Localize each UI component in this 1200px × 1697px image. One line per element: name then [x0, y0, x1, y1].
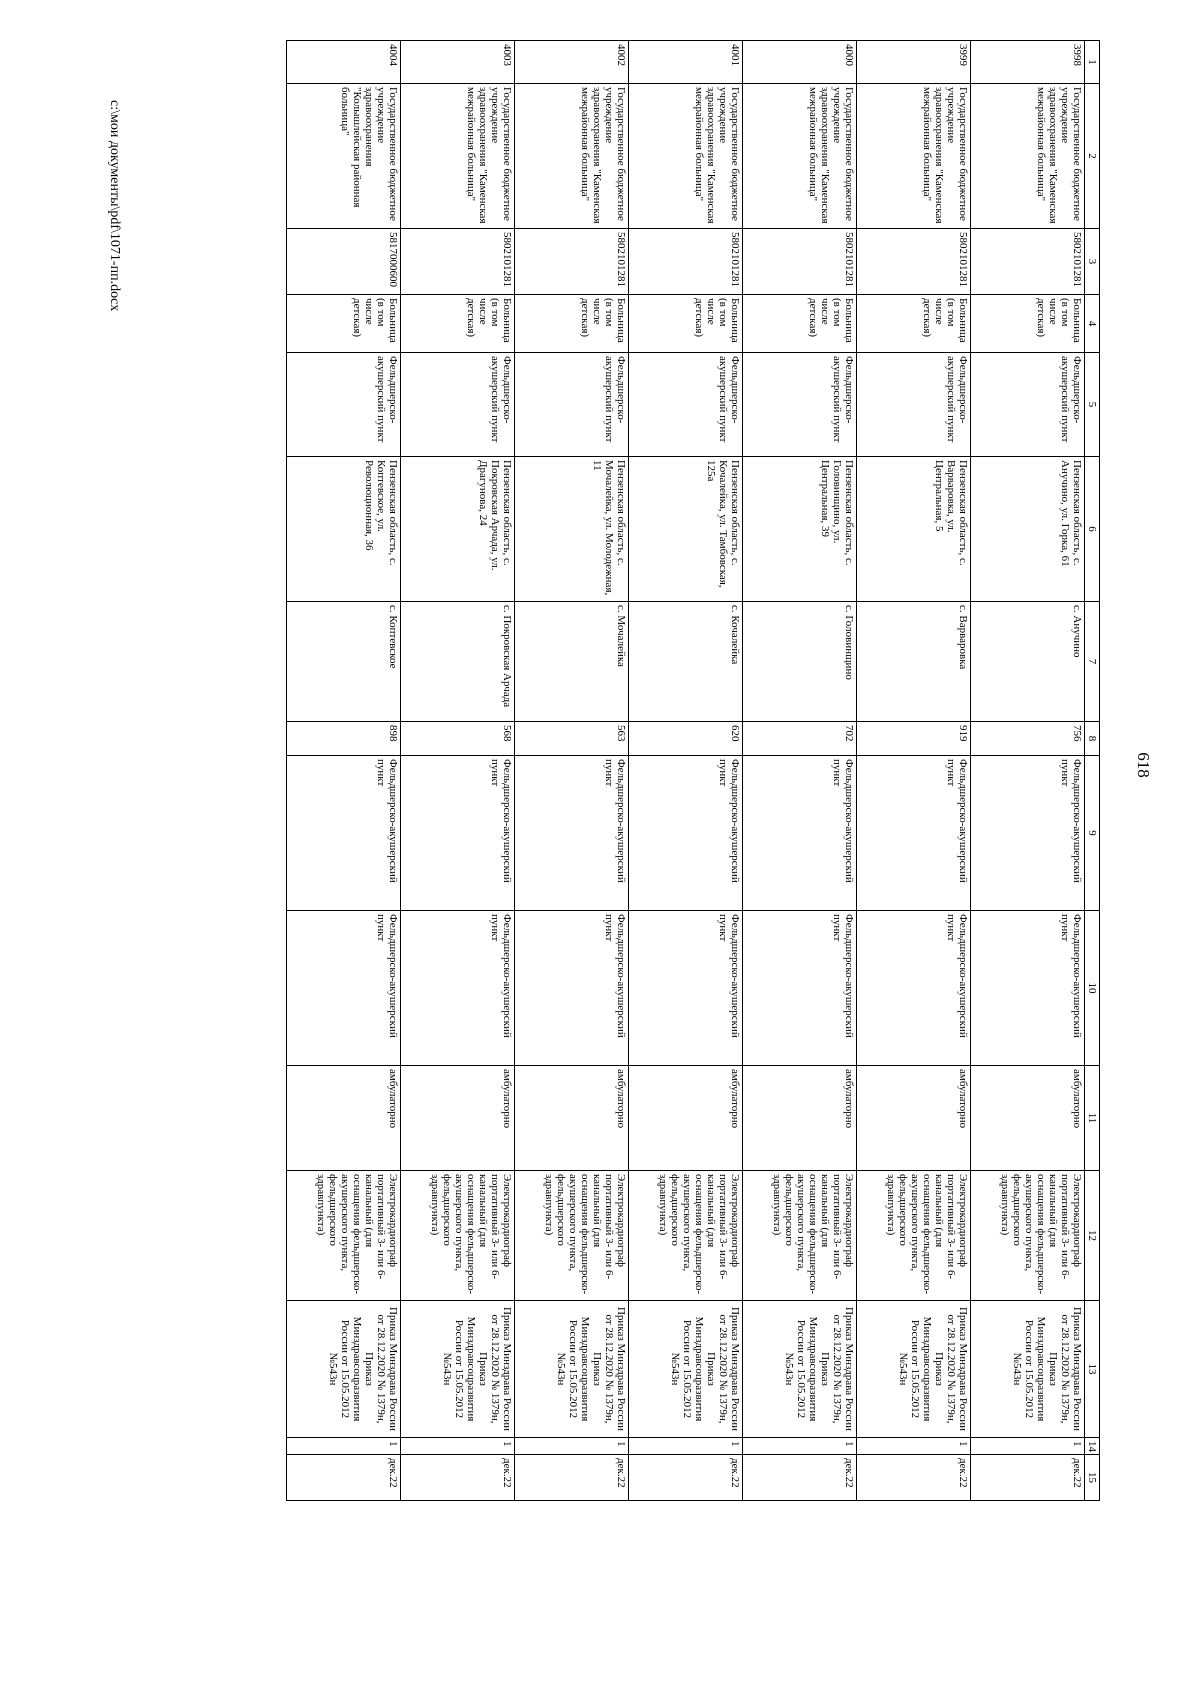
deadline-cell: дек.22: [857, 1455, 971, 1501]
row-number-cell: 4003: [401, 41, 515, 84]
unit-name-cell: Фельдшерско-акушерский пункт: [287, 756, 401, 911]
unit-name-cell: Фельдшерско-акушерский пункт: [857, 756, 971, 911]
population-cell: 620: [629, 722, 743, 756]
equipment-name-cell: Электрокардиограф портативный 3- или 6-канальный (для оснащения фельдшерско-акушерского пункта, фельдшерского здравпункта): [743, 1171, 857, 1301]
organization-code-cell: 5802101281: [629, 229, 743, 295]
care-conditions-cell: амбулаторно: [629, 1066, 743, 1171]
care-conditions-cell: амбулаторно: [401, 1066, 515, 1171]
facility-type-cell: Больница (в том числе детская): [743, 295, 857, 353]
equipment-name-cell: Электрокардиограф портативный 3- или 6-канальный (для оснащения фельдшерско-акушерского пункта, фельдшерского здравпункта): [857, 1171, 971, 1301]
unit-type-cell: Фельдшерско-акушерский пункт: [743, 353, 857, 457]
facility-type-cell: Больница (в том числе детская): [629, 295, 743, 353]
column-header: 13: [1085, 1301, 1100, 1438]
regulation-cell: Приказ Минздрава России от 28.12.2020 № 1379н, Приказ Минздравсоцразвития России от 15.05.2012 №543н: [743, 1301, 857, 1438]
row-number-cell: 3999: [857, 41, 971, 84]
table-row: [515, 41, 629, 1501]
column-header: 11: [1085, 1066, 1100, 1171]
row-number-cell: 4002: [515, 41, 629, 84]
column-header: 4: [1085, 295, 1100, 353]
settlement-cell: с. Мочалейка: [515, 602, 629, 722]
table-row: [857, 41, 971, 1501]
organization-name-cell: Государственное бюджетное учреждение здравоохранения "Каменская межрайонная больница": [743, 84, 857, 229]
regulation-cell: Приказ Минздрава России от 28.12.2020 № 1379н, Приказ Минздравсоцразвития России от 15.05.2012 №543н: [401, 1301, 515, 1438]
column-header: 9: [1085, 756, 1100, 911]
organization-code-cell: 5802101281: [743, 229, 857, 295]
quantity-cell: 1: [971, 1438, 1085, 1455]
regulation-cell: Приказ Минздрава России от 28.12.2020 № 1379н, Приказ Минздравсоцразвития России от 15.05.2012 №543н: [287, 1301, 401, 1438]
row-number-cell: 4001: [629, 41, 743, 84]
care-conditions-cell: амбулаторно: [857, 1066, 971, 1171]
regulation-cell: Приказ Минздрава России от 28.12.2020 № 1379н, Приказ Минздравсоцразвития России от 15.05.2012 №543н: [515, 1301, 629, 1438]
organization-code-cell: 5817000600: [287, 229, 401, 295]
facility-type-cell: Больница (в том числе детская): [287, 295, 401, 353]
settlement-cell: с. Кочалейка: [629, 602, 743, 722]
population-cell: 919: [857, 722, 971, 756]
column-header: 15: [1085, 1455, 1100, 1501]
organization-name-cell: Государственное бюджетное учреждение здравоохранения "Каменская межрайонная больница": [971, 84, 1085, 229]
organization-name-cell: Государственное бюджетное учреждение здравоохранения "Каменская межрайонная больница": [629, 84, 743, 229]
deadline-cell: дек.22: [401, 1455, 515, 1501]
table-row: [971, 41, 1085, 1501]
equipment-name-cell: Электрокардиограф портативный 3- или 6-канальный (для оснащения фельдшерско-акушерского пункта, фельдшерского здравпункта): [401, 1171, 515, 1301]
unit-name-cell: Фельдшерско-акушерский пункт: [515, 756, 629, 911]
unit-name-cell: Фельдшерско-акушерский пункт: [743, 756, 857, 911]
quantity-cell: 1: [515, 1438, 629, 1455]
population-cell: 702: [743, 722, 857, 756]
unit-type-cell: Фельдшерско-акушерский пункт: [857, 353, 971, 457]
deadline-cell: дек.22: [287, 1455, 401, 1501]
regulation-cell: Приказ Минздрава России от 28.12.2020 № 1379н, Приказ Минздравсоцразвития России от 15.05.2012 №543н: [857, 1301, 971, 1438]
unit-type-cell: Фельдшерско-акушерский пункт: [287, 353, 401, 457]
quantity-cell: 1: [401, 1438, 515, 1455]
organization-name-cell: Государственное бюджетное учреждение здравоохранения "Каменская межрайонная больница": [515, 84, 629, 229]
table-row: [401, 41, 515, 1501]
unit-profile-cell: Фельдшерско-акушерский пункт: [629, 911, 743, 1066]
unit-profile-cell: Фельдшерско-акушерский пункт: [401, 911, 515, 1066]
unit-profile-cell: Фельдшерско-акушерский пункт: [971, 911, 1085, 1066]
organization-code-cell: 5802101281: [515, 229, 629, 295]
column-header: 3: [1085, 229, 1100, 295]
equipment-name-cell: Электрокардиограф портативный 3- или 6-канальный (для оснащения фельдшерско-акушерского пункта, фельдшерского здравпункта): [971, 1171, 1085, 1301]
address-cell: Пензенская область, с. Головинщино, ул. Центральная, 39: [743, 457, 857, 602]
unit-type-cell: Фельдшерско-акушерский пункт: [629, 353, 743, 457]
quantity-cell: 1: [857, 1438, 971, 1455]
deadline-cell: дек.22: [629, 1455, 743, 1501]
page-number: 618: [1134, 752, 1153, 778]
table-body: [287, 41, 1085, 1501]
care-conditions-cell: амбулаторно: [743, 1066, 857, 1171]
settlement-cell: с. Покровская Арчада: [401, 602, 515, 722]
unit-type-cell: Фельдшерско-акушерский пункт: [515, 353, 629, 457]
table-row: [287, 41, 401, 1501]
equipment-table: [286, 40, 1100, 1501]
column-header: 7: [1085, 602, 1100, 722]
unit-profile-cell: Фельдшерско-акушерский пункт: [515, 911, 629, 1066]
address-cell: Пензенская область, с. Коптевское, ул. Революционная, 36: [287, 457, 401, 602]
column-header: 14: [1085, 1438, 1100, 1455]
regulation-cell: Приказ Минздрава России от 28.12.2020 № 1379н, Приказ Минздравсоцразвития России от 15.05.2012 №543н: [971, 1301, 1085, 1438]
address-cell: Пензенская область, с. Анучино, ул. Горка, 61: [971, 457, 1085, 602]
unit-name-cell: Фельдшерско-акушерский пункт: [401, 756, 515, 911]
file-path: c:\мои документы\pdf\1071-пп.docx: [107, 100, 122, 312]
equipment-name-cell: Электрокардиограф портативный 3- или 6-канальный (для оснащения фельдшерско-акушерского пункта, фельдшерского здравпункта): [629, 1171, 743, 1301]
column-header: 2: [1085, 84, 1100, 229]
organization-code-cell: 5802101281: [401, 229, 515, 295]
care-conditions-cell: амбулаторно: [287, 1066, 401, 1171]
organization-code-cell: 5802101281: [857, 229, 971, 295]
quantity-cell: 1: [287, 1438, 401, 1455]
unit-profile-cell: Фельдшерско-акушерский пункт: [743, 911, 857, 1066]
unit-name-cell: Фельдшерско-акушерский пункт: [971, 756, 1085, 911]
organization-code-cell: 5802101281: [971, 229, 1085, 295]
column-header: 1: [1085, 41, 1100, 84]
row-number-cell: 4000: [743, 41, 857, 84]
header-row: [1085, 41, 1100, 1501]
organization-name-cell: Государственное бюджетное учреждение здравоохранения "Каменская межрайонная больница": [857, 84, 971, 229]
address-cell: Пензенская область, с. Мочалейка, ул. Молодежная, 11: [515, 457, 629, 602]
table-row: [743, 41, 857, 1501]
deadline-cell: дек.22: [971, 1455, 1085, 1501]
column-header: 12: [1085, 1171, 1100, 1301]
facility-type-cell: Больница (в том числе детская): [515, 295, 629, 353]
care-conditions-cell: амбулаторно: [515, 1066, 629, 1171]
population-cell: 568: [401, 722, 515, 756]
unit-type-cell: Фельдшерско-акушерский пункт: [971, 353, 1085, 457]
population-cell: 756: [971, 722, 1085, 756]
equipment-name-cell: Электрокардиограф портативный 3- или 6-канальный (для оснащения фельдшерско-акушерского пункта, фельдшерского здравпункта): [287, 1171, 401, 1301]
facility-type-cell: Больница (в том числе детская): [857, 295, 971, 353]
column-header: 6: [1085, 457, 1100, 602]
population-cell: 563: [515, 722, 629, 756]
quantity-cell: 1: [629, 1438, 743, 1455]
row-number-cell: 3998: [971, 41, 1085, 84]
settlement-cell: с. Анучино: [971, 602, 1085, 722]
rotated-page-content: [107, 0, 1200, 1530]
address-cell: Пензенская область, с. Покровская Арчада, ул. Драгунова, 24: [401, 457, 515, 602]
unit-type-cell: Фельдшерско-акушерский пункт: [401, 353, 515, 457]
settlement-cell: с. Варваровка: [857, 602, 971, 722]
table-row: [629, 41, 743, 1501]
row-number-cell: 4004: [287, 41, 401, 84]
unit-profile-cell: Фельдшерско-акушерский пункт: [857, 911, 971, 1066]
organization-name-cell: Государственное бюджетное учреждение здравоохранения "Колышлейская районная больница": [287, 84, 401, 229]
column-header: 5: [1085, 353, 1100, 457]
deadline-cell: дек.22: [515, 1455, 629, 1501]
unit-profile-cell: Фельдшерско-акушерский пункт: [287, 911, 401, 1066]
population-cell: 898: [287, 722, 401, 756]
facility-type-cell: Больница (в том числе детская): [401, 295, 515, 353]
settlement-cell: с. Коптевское: [287, 602, 401, 722]
column-header: 8: [1085, 722, 1100, 756]
facility-type-cell: Больница (в том числе детская): [971, 295, 1085, 353]
equipment-name-cell: Электрокардиограф портативный 3- или 6-канальный (для оснащения фельдшерско-акушерского пункта, фельдшерского здравпункта): [515, 1171, 629, 1301]
organization-name-cell: Государственное бюджетное учреждение здравоохранения "Каменская межрайонная больница": [401, 84, 515, 229]
care-conditions-cell: амбулаторно: [971, 1066, 1085, 1171]
settlement-cell: с. Головинщино: [743, 602, 857, 722]
address-cell: Пензенская область, с. Варваровка, ул. Центральная, 5: [857, 457, 971, 602]
address-cell: Пензенская область, с. Кочалейка, ул. Тамбовская, 125а: [629, 457, 743, 602]
regulation-cell: Приказ Минздрава России от 28.12.2020 № 1379н, Приказ Минздравсоцразвития России от 15.05.2012 №543н: [629, 1301, 743, 1438]
unit-name-cell: Фельдшерско-акушерский пункт: [629, 756, 743, 911]
column-header: 10: [1085, 911, 1100, 1066]
deadline-cell: дек.22: [743, 1455, 857, 1501]
quantity-cell: 1: [743, 1438, 857, 1455]
